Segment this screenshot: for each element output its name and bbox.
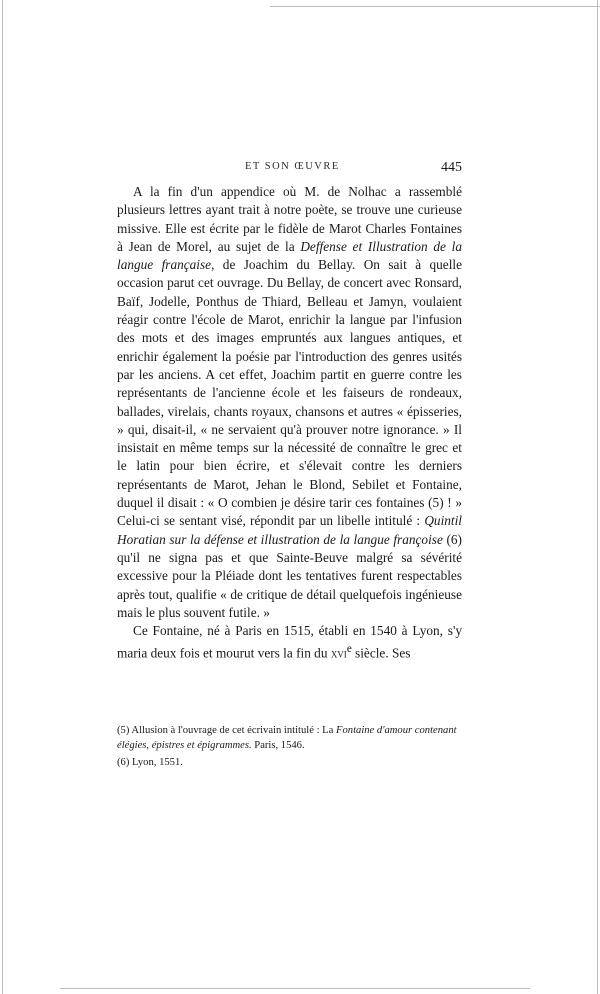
body-text (117, 183, 462, 663)
paragraph-1-text-b: , de Joachim du Bellay. On sait à quelle occasion parut cet ouvrage. Du Bellay, de concert avec Ronsard, Baïf, Jodelle, Ponthus de Thiard, Belleau et Jamyn, voulaient réagir contre l'école de Marot, enrichir la langue par l'infusion des mots et des images empruntés aux langues antiques, et enrichir également la poésie par l'introduction des genres usités par les anciens. A cet effet, Joachim partit en guerre contre les représentants de l'ancienne école et les faiseurs de rondeaux, ballades, virelais, chants royaux, chansons et autres « épisseries, » qui, disait-il, « ne servaient qu'à prouver notre ignorance. » Il insistait en même temps sur la nécessité de connaître le grec et le latin pour bien écrire, et s'élevait contre les derniers représentants de Marot, Jehan le Blond, Sebilet et Fontaine, duquel il disait : « O combien je désire tarir ces fontaines (5) ! » Celui-ci se sentant visé, répondit par un libelle intitulé : (117, 257, 462, 529)
paragraph-2-text-b: siècle. Ses (351, 645, 411, 661)
footnote-5 (117, 723, 462, 753)
title-quintil-horatian: Quintil Horatian sur la défense et illustration de la langue françoise (117, 513, 462, 547)
title-deffense: Deffense et Illustration de la langue française (117, 238, 462, 273)
paragraph-1-text-a: A la fin d'un appendice où M. de Nolhac a rassemblé plusieurs lettres ayant trait à notre poète, se trouve une curieuse missive. Elle est écrite par le fidèle de Marot Charles Fontaines à Jean de Morel, au sujet de la (117, 184, 462, 254)
scan-edge-bottom (60, 988, 530, 989)
paragraph-2-text-a: Ce Fontaine, né à Paris en 1515, établi en 1540 à Lyon, s'y maria deux fois et mourut vers la fin du (117, 623, 462, 661)
footnote-6: (6) Lyon, 1551. (117, 757, 183, 768)
footnote-5-text-a: (5) Allusion à l'ouvrage de cet écrivain intitulé : La (117, 725, 337, 736)
footnote-5-text-b: Paris, 1546. (251, 740, 305, 751)
paragraph-1 (117, 183, 462, 622)
paragraph-2 (117, 622, 462, 663)
running-header (117, 160, 462, 178)
century-numeral: xvi (330, 645, 347, 661)
footnotes (117, 723, 462, 772)
scan-edge-right (597, 0, 598, 994)
paragraph-1-text-c: (6) qu'il ne signa pas et que Sainte-Beuve malgré sa sévérité excessive pour la Pléiade dont les tentatives furent respectables après tout, qualifie « de critique de détail quelquefois ingénieuse mais le plus souvent futile. » (117, 531, 462, 620)
running-title: ET SON ŒUVRE (245, 161, 340, 172)
footnote-5-title: Fontaine d'amour contenant élégies, épistres et épigrammes. (117, 725, 457, 751)
scan-edge-top (270, 6, 600, 7)
page-number: 445 (441, 160, 462, 175)
scan-edge-left (2, 0, 3, 994)
century-superscript: e (346, 643, 352, 656)
